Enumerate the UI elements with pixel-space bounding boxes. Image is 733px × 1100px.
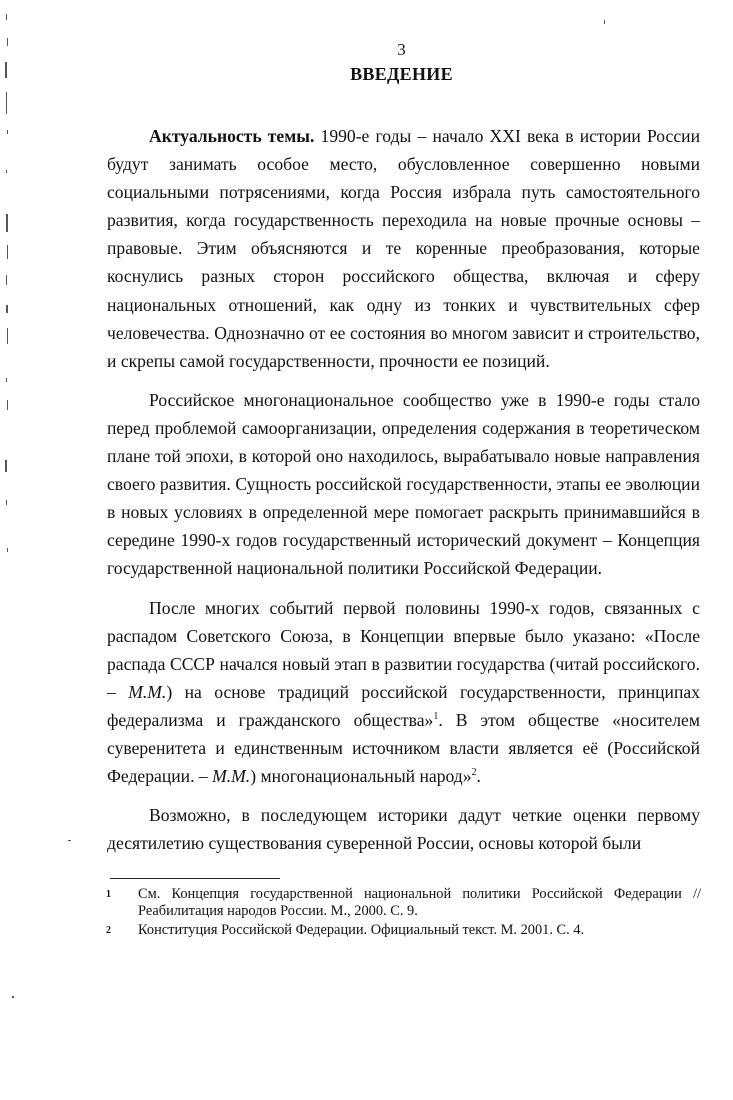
footnote-number: 1 <box>106 889 111 900</box>
scan-speck <box>7 548 8 552</box>
scan-speck <box>7 130 8 134</box>
scan-speck <box>7 38 8 46</box>
p3-part3: . В этом обществе «носителем суверенитета и единственным источником власти является её (Российской Федерации. – <box>107 709 700 787</box>
footnote-2 <box>106 922 701 939</box>
scan-speck <box>6 170 7 173</box>
scan-speck <box>68 840 71 841</box>
p3-part1: После многих событий первой половины 1990-х годов, связанных с распадом Советского Союза, в Концепции впервые было указано: «После распада СССР начался новый этап в развитии государства (читай российского. – <box>107 597 700 702</box>
page-number: 3 <box>397 40 406 59</box>
p3-part5: . <box>476 766 481 787</box>
footnote-ref-2[interactable]: 2 <box>471 767 477 779</box>
scan-speck <box>604 20 605 24</box>
scan-speck <box>6 500 7 505</box>
footnote-ref-1[interactable]: 1 <box>433 711 439 723</box>
author-initials: М.М. <box>128 681 167 702</box>
scan-speck <box>6 275 7 285</box>
scan-speck <box>5 62 7 78</box>
paragraph-4: Возможно, в последующем историки дадут четкие оценки первому десятилетию существования суверенной России, основы которой были <box>107 805 700 854</box>
scan-speck <box>7 245 8 259</box>
paragraph-1-text: 1990-е годы – начало XXI века в истории России будут занимать особое место, обусловленное совершенно новыми социальными потрясениями, когда Россия избрала путь самостоятельного развития, когда государственность переходила на новые прочные основы – правовые. Этим объясняются и те коренные преобразования, которые коснулись разных сторон российского общества, включая и сферу национальных отношений, как одну из тонких и чувствительных сфер человечества. Однозначно от ее состояния во многом зависит и строительство, и скрепы самой государственности, прочности ее позиций. <box>107 126 700 371</box>
scan-speck <box>7 400 8 410</box>
scan-speck <box>6 378 7 382</box>
scan-speck <box>5 460 7 472</box>
p3-part4: ) многонациональный народ» <box>250 766 472 787</box>
scan-speck <box>6 92 7 114</box>
scan-speck <box>6 14 7 20</box>
footnotes <box>106 886 701 941</box>
footnote-text: Конституция Российской Федерации. Официальный текст. М. 2001. С. 4. <box>138 922 585 938</box>
author-initials: М.М. <box>212 766 251 787</box>
scan-speck <box>6 305 8 313</box>
page-title: ВВЕДЕНИЕ <box>350 64 453 84</box>
scan-speck <box>6 214 8 232</box>
footnote-number: 2 <box>106 925 111 936</box>
lead-phrase: Актуальность темы. <box>149 126 315 146</box>
footnote-divider <box>110 878 280 879</box>
scan-speck <box>7 328 8 344</box>
body-text <box>107 122 700 857</box>
paragraph-1 <box>107 122 700 375</box>
paragraph-3 <box>107 594 700 791</box>
scan-speck <box>12 996 14 998</box>
paragraph-2: Российское многонациональное сообщество уже в 1990-е годы стало перед проблемой самоорганизации, определения содержания в теоретическом плане той эпохи, в которой оно находилось, вырабатывало новые направления своего развития. Сущность российской государственности, этапы ее эволюции в новых условиях в определенной мере помогает раскрыть принимавшийся в середине 1990-х годов государственный исторический документ – Концепция государственной национальной политики Российской Федерации. <box>107 389 700 579</box>
p3-part2: ) на основе традиций российской государственности, принципах федерализма и гражданского общества» <box>107 681 700 730</box>
footnote-text: См. Концепция государственной национальной политики Российской Федерации // Реабилитация народов России. М., 2000. С. 9. <box>138 886 701 919</box>
footnote-1 <box>106 886 701 920</box>
